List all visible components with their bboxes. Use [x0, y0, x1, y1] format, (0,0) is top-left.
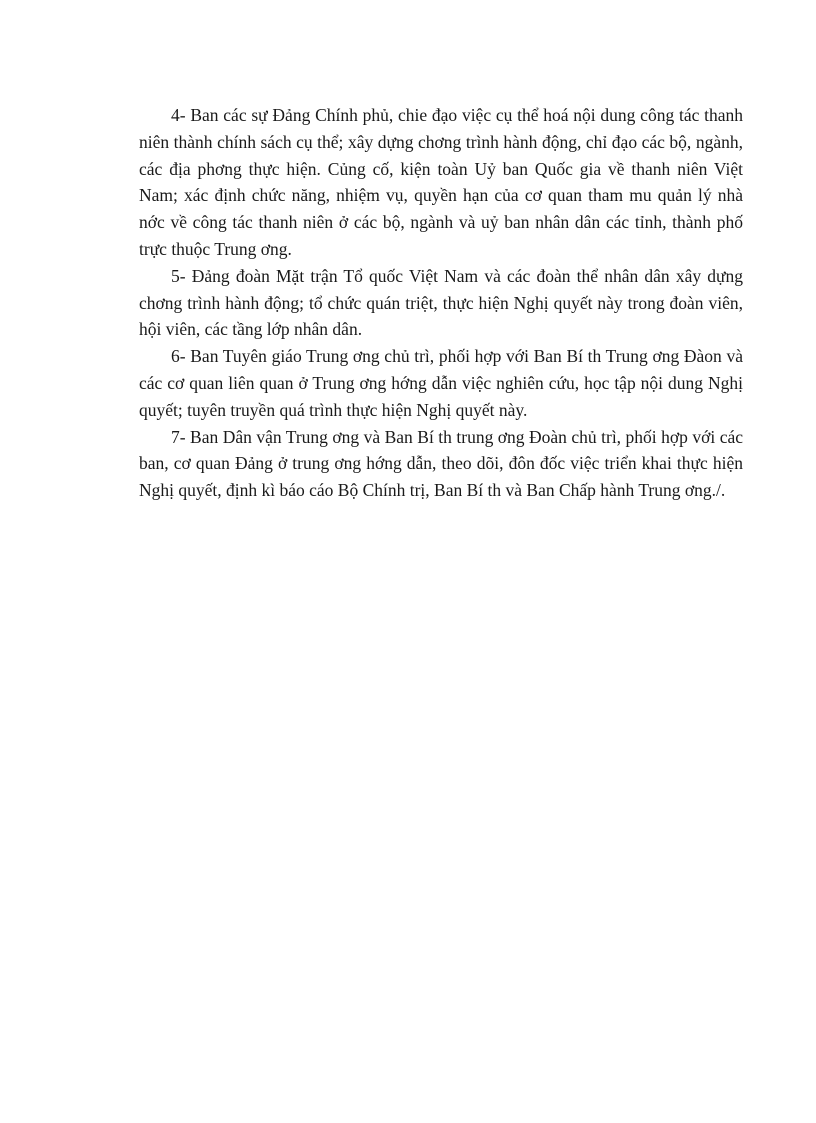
paragraph-6: 6- Ban Tuyên giáo Trung ơng chủ trì, phối hợp với Ban Bí th Trung ơng Đàon và các cơ quan liên quan ở Trung ơng hớng dẫn việc nghiên cứu, học tập nội dung Nghị quyết; tuyên truyền quá trình thực hiện Nghị quyết này. — [139, 346, 743, 420]
paragraph-7: 7- Ban Dân vận Trung ơng và Ban Bí th trung ơng Đoàn chủ trì, phối hợp với các ban, cơ quan Đảng ở trung ơng hớng dẫn, theo dõi, đôn đốc việc triển khai thực hiện Nghị quyết, định kì báo cáo Bộ Chính trị, Ban Bí th và Ban Chấp hành Trung ơng./. — [139, 426, 743, 501]
document-body — [139, 102, 743, 504]
paragraph-5: 5- Đảng đoàn Mặt trận Tổ quốc Việt Nam và các đoàn thể nhân dân xây dựng chơng trình hành động; tổ chức quán triệt, thực hiện Nghị quyết này trong đoàn viên, hội viên, các tầng lớp nhân dân. — [139, 265, 743, 340]
paragraph-4: 4- Ban các sự Đảng Chính phủ, chie đạo việc cụ thể hoá nội dung công tác thanh niên thành chính sách cụ thể; xây dựng chơng trình hành động, chỉ đạo các bộ, ngành, các địa phơng thực hiện. Củng cố, kiện toàn Uỷ ban Quốc gia về thanh niên Việt Nam; xác định chức năng, nhiệm vụ, quyền hạn của cơ quan tham mu quản lý nhà nớc về công tác thanh niên ở các bộ, ngành và uỷ ban nhân dân các tỉnh, thành phố trực thuộc Trung ơng. — [139, 105, 743, 259]
